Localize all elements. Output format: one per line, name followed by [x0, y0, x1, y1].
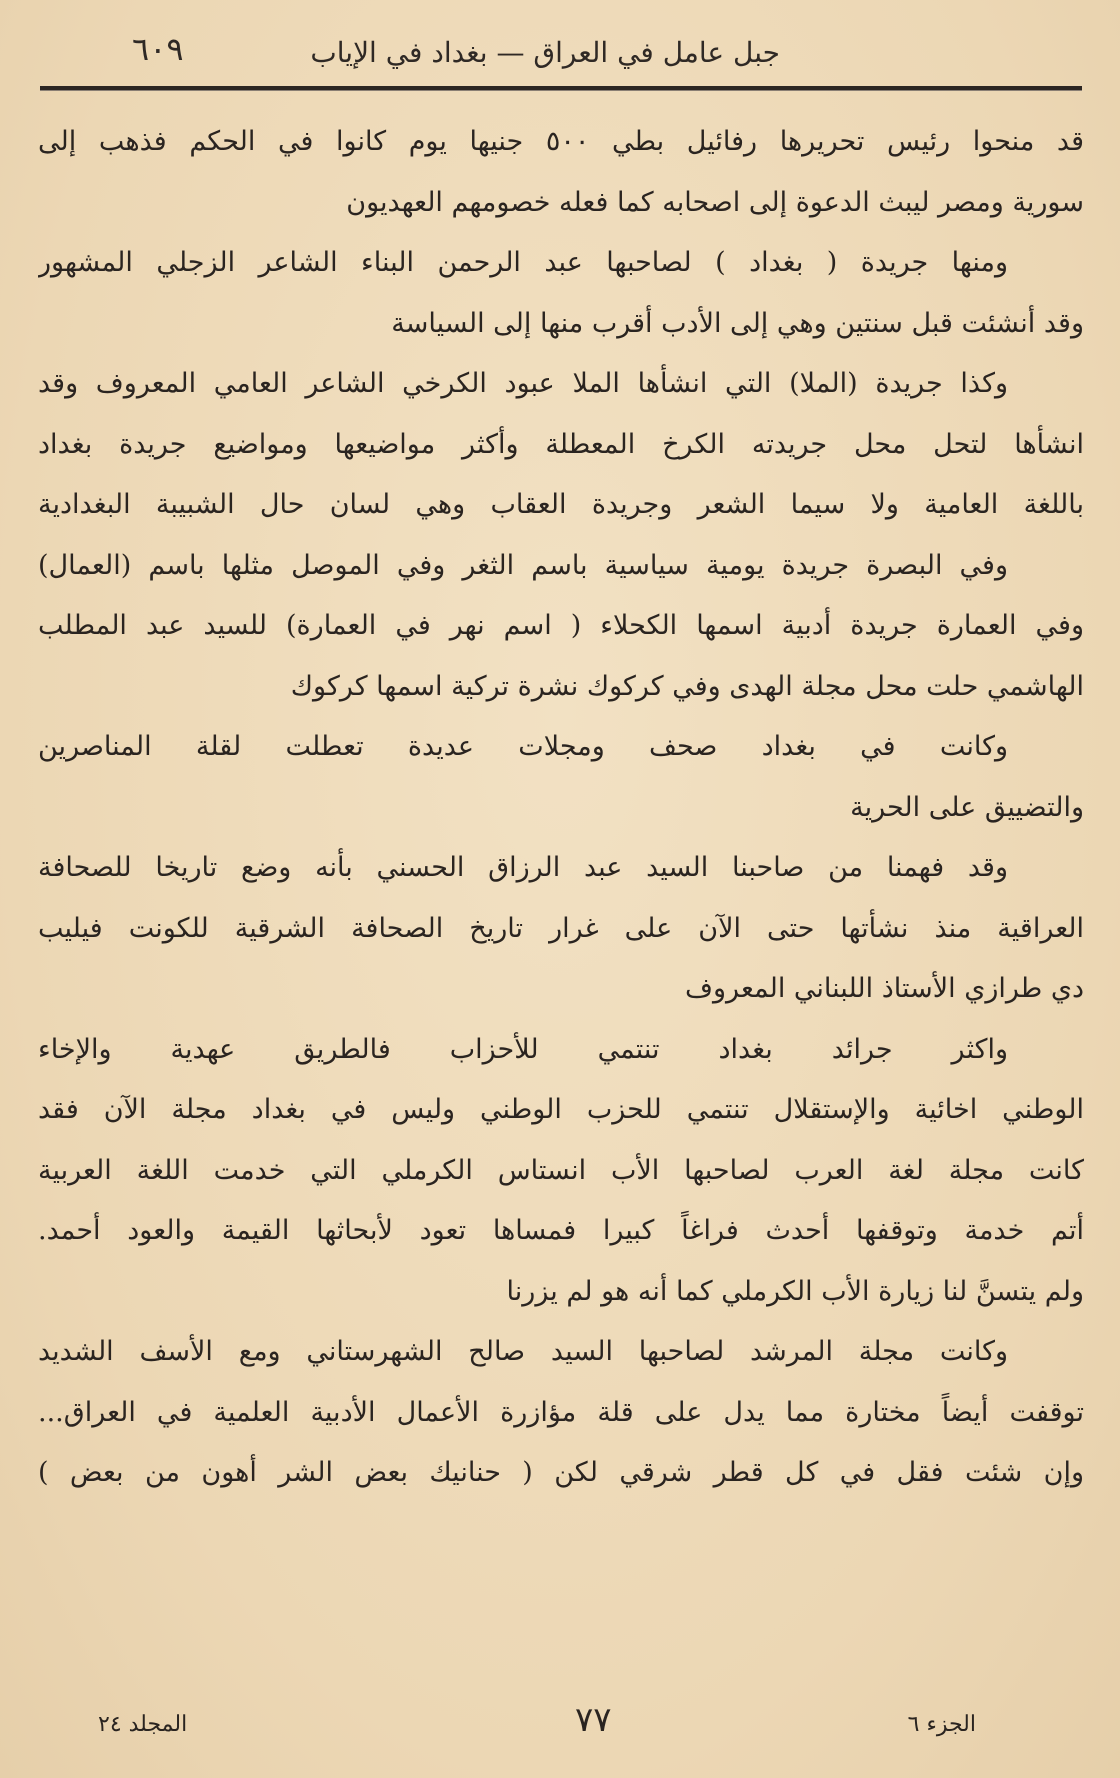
text-line: واكثر جرائد بغداد تنتمي للأحزاب فالطريق عهدية والإخاء: [38, 1033, 1008, 1065]
text-line: الوطني اخائية والإستقلال تنتمي للحزب الوطني وليس في بغداد مجلة الآن فقد: [38, 1094, 1084, 1125]
text-line: وفي العمارة جريدة أدبية اسمها الكحلاء ( اسم نهر في العمارة) للسيد عبد المطلب: [38, 610, 1084, 641]
text-line: وكانت مجلة المرشد لصاحبها السيد صالح الشهرستاني ومع الأسف الشديد: [38, 1336, 1008, 1367]
text-line: وقد أنشئت قبل سنتين وهي إلى الأدب أقرب منها إلى السياسة: [391, 307, 1084, 339]
text-line: وفي البصرة جريدة يومية سياسية باسم الثغر وفي الموصل مثلها باسم (العمال): [38, 549, 1008, 581]
text-line: وقد فهمنا من صاحبنا السيد عبد الرزاق الحسني بأنه وضع تاريخا للصحافة: [38, 852, 1008, 883]
page-number-bottom: ٧٧: [575, 1700, 612, 1740]
text-line: سورية ومصر ليبث الدعوة إلى اصحابه كما فعله خصومهم العهديون: [346, 186, 1084, 218]
text-line: وكذا جريدة (الملا) التي انشأها الملا عبود الكرخي الشاعر العامي المعروف وقد: [38, 368, 1008, 399]
issue-part: الجزء ٦: [907, 1712, 976, 1737]
text-line: والتضييق على الحرية: [850, 791, 1084, 823]
page-header: [40, 28, 1080, 78]
header-rule: [40, 86, 1082, 91]
page-number-top: ٦٠٩: [132, 30, 184, 68]
text-line: الهاشمي حلت محل مجلة الهدى وفي كركوك نشرة تركية اسمها كركوك: [290, 670, 1084, 702]
page-footer: [40, 1700, 1080, 1750]
text-line: أتم خدمة وتوقفها أحدث فراغاً كبيرا فمساها تعود لأبحاثها القيمة والعود أحمد.: [38, 1215, 1084, 1246]
text-line: ولم يتسنَّ لنا زيارة الأب الكرملي كما أنه هو لم يزرنا: [506, 1275, 1084, 1307]
text-line: توقفت أيضاً مختارة مما يدل على قلة مؤازرة الأعمال الأدبية العلمية في العراق...: [38, 1396, 1084, 1428]
text-line: العراقية منذ نشأتها حتى الآن على غرار تاريخ الصحافة الشرقية للكونت فيليب: [38, 912, 1084, 944]
text-line: انشأها لتحل محل جريدته الكرخ المعطلة وأكثر مواضيعها ومواضيع جريدة بغداد: [38, 428, 1084, 460]
text-line: دي طرازي الأستاذ اللبناني المعروف: [685, 973, 1084, 1004]
text-line: ومنها جريدة ( بغداد ) لصاحبها عبد الرحمن البناء الشاعر الزجلي المشهور: [38, 247, 1008, 278]
text-line: قد منحوا رئيس تحريرها رفائيل بطي ٥٠٠ جنيها يوم كانوا في الحكم فذهب إلى: [38, 126, 1084, 157]
text-line: وإن شئت فقل في كل قطر شرقي لكن ( حنانيك بعض الشر أهون من بعض ): [38, 1457, 1084, 1488]
running-title: جبل عامل في العراق — بغداد في الإياب: [310, 36, 780, 69]
article-body: [38, 112, 1084, 1504]
text-line: وكانت في بغداد صحف ومجلات عديدة تعطلت لقلة المناصرين: [38, 731, 1008, 762]
volume-label: المجلد ٢٤: [98, 1712, 188, 1737]
text-line: باللغة العامية ولا سيما الشعر وجريدة العقاب وهي لسان حال الشبيبة البغدادية: [38, 489, 1084, 520]
text-line: كانت مجلة لغة العرب لصاحبها الأب انستاس الكرملي التي خدمت اللغة العربية: [38, 1154, 1084, 1186]
